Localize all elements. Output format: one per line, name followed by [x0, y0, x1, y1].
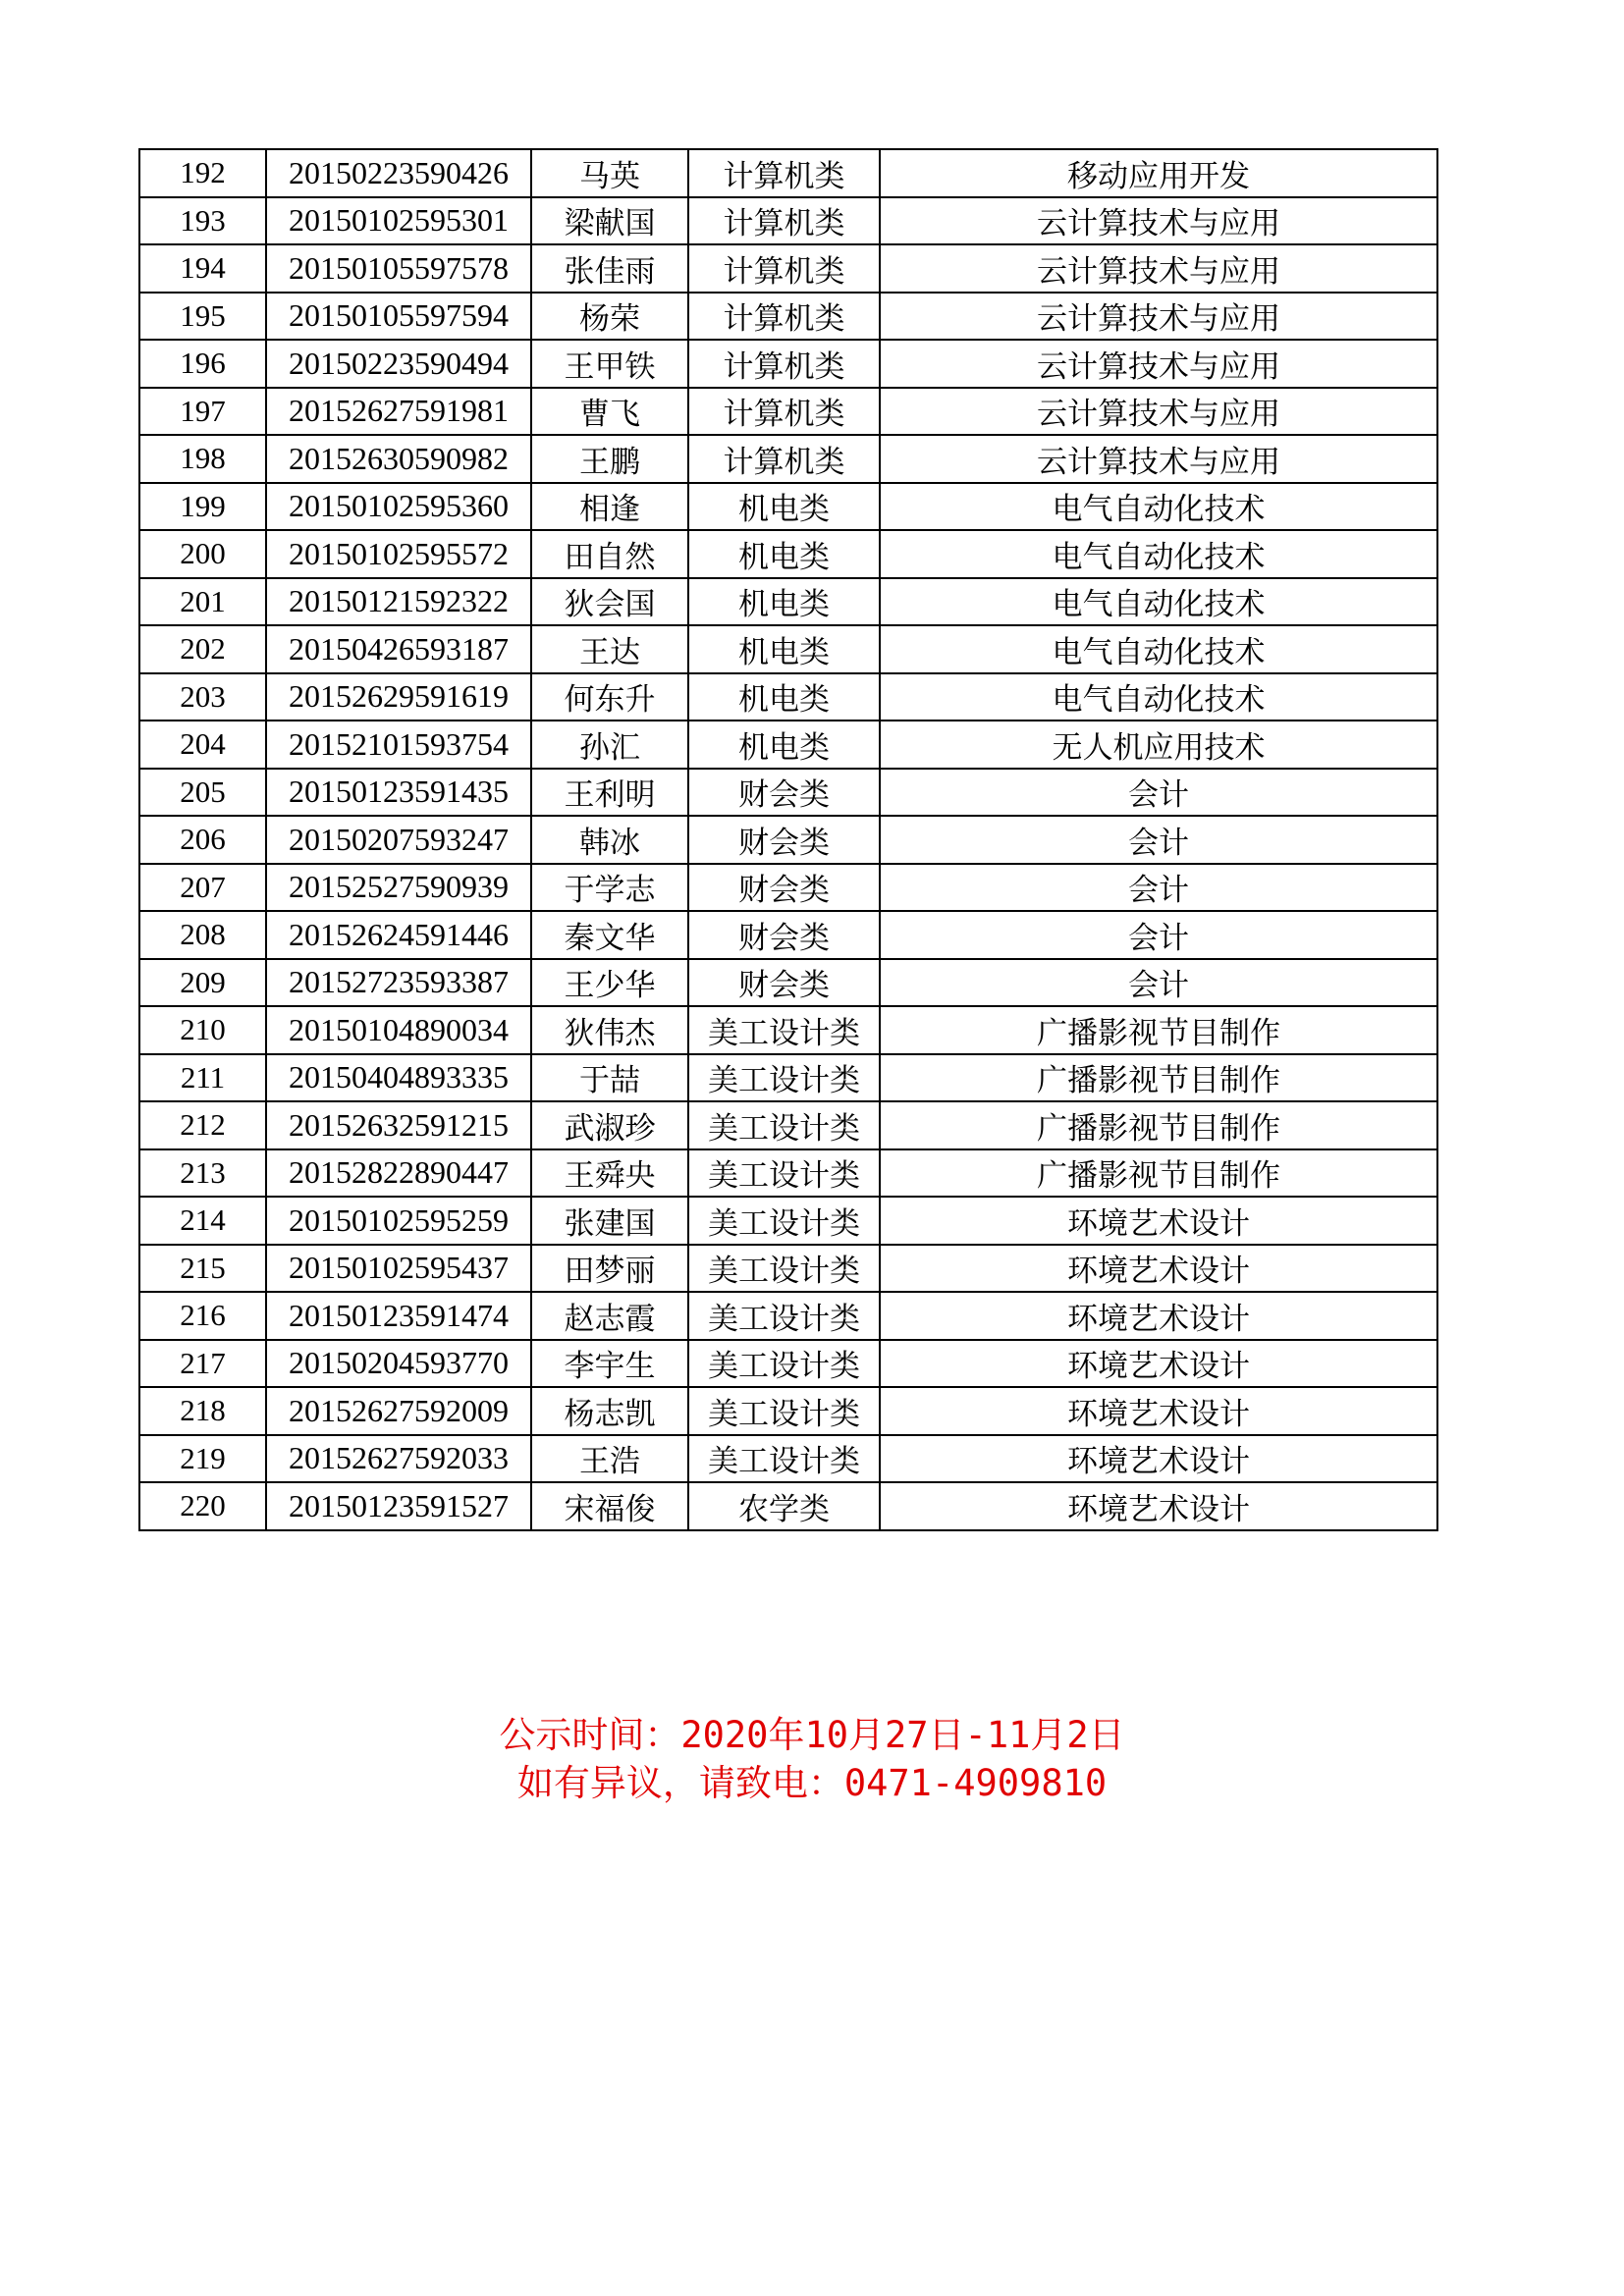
cell-major: 无人机应用技术: [880, 721, 1437, 769]
notice-publicity-period: 公示时间：2020年10月27日-11月2日: [499, 1714, 1125, 1756]
cell-major: 云计算技术与应用: [880, 244, 1437, 293]
cell-major: 电气自动化技术: [880, 483, 1437, 531]
cell-category: 机电类: [688, 578, 880, 626]
cell-category: 美工设计类: [688, 1054, 880, 1102]
cell-category: 美工设计类: [688, 1101, 880, 1149]
cell-category: 财会类: [688, 816, 880, 864]
cell-student-name: 张建国: [531, 1197, 688, 1245]
cell-category: 美工设计类: [688, 1006, 880, 1054]
cell-category: 机电类: [688, 625, 880, 673]
cell-student-name: 杨荣: [531, 293, 688, 341]
cell-student-name: 王甲铁: [531, 340, 688, 388]
cell-major: 电气自动化技术: [880, 530, 1437, 578]
cell-student-name: 王少华: [531, 959, 688, 1007]
cell-row-number: 198: [139, 435, 266, 483]
notice-objection-contact: 如有异议，请致电：0471-4909810: [516, 1762, 1108, 1804]
cell-category: 美工设计类: [688, 1435, 880, 1483]
table-row: [139, 293, 1437, 341]
cell-category: 美工设计类: [688, 1149, 880, 1198]
table-row: [139, 244, 1437, 293]
cell-category: 计算机类: [688, 197, 880, 245]
cell-student-name: 田自然: [531, 530, 688, 578]
cell-category: 机电类: [688, 721, 880, 769]
cell-row-number: 199: [139, 483, 266, 531]
cell-student-name: 王舜央: [531, 1149, 688, 1198]
cell-exam-id: 20150102595259: [266, 1197, 531, 1245]
table-row: [139, 911, 1437, 959]
cell-row-number: 197: [139, 388, 266, 436]
cell-student-name: 张佳雨: [531, 244, 688, 293]
cell-major: 云计算技术与应用: [880, 388, 1437, 436]
cell-major: 环境艺术设计: [880, 1482, 1437, 1530]
cell-row-number: 203: [139, 673, 266, 721]
cell-exam-id: 20152627591981: [266, 388, 531, 436]
cell-student-name: 曹飞: [531, 388, 688, 436]
cell-major: 广播影视节目制作: [880, 1101, 1437, 1149]
cell-exam-id: 20150223590494: [266, 340, 531, 388]
cell-major: 会计: [880, 864, 1437, 912]
cell-row-number: 209: [139, 959, 266, 1007]
table-row: [139, 1101, 1437, 1149]
cell-category: 农学类: [688, 1482, 880, 1530]
table-row: [139, 769, 1437, 817]
table-row: [139, 1054, 1437, 1102]
cell-major: 环境艺术设计: [880, 1435, 1437, 1483]
cell-major: 会计: [880, 769, 1437, 817]
cell-exam-id: 20150102595437: [266, 1245, 531, 1293]
cell-major: 广播影视节目制作: [880, 1149, 1437, 1198]
cell-student-name: 田梦丽: [531, 1245, 688, 1293]
cell-exam-id: 20152822890447: [266, 1149, 531, 1198]
cell-row-number: 207: [139, 864, 266, 912]
cell-category: 计算机类: [688, 388, 880, 436]
cell-row-number: 202: [139, 625, 266, 673]
cell-student-name: 武淑珍: [531, 1101, 688, 1149]
cell-student-name: 狄会国: [531, 578, 688, 626]
table-row: [139, 197, 1437, 245]
cell-row-number: 216: [139, 1292, 266, 1340]
table-row: [139, 1006, 1437, 1054]
cell-category: 计算机类: [688, 340, 880, 388]
cell-exam-id: 20150104890034: [266, 1006, 531, 1054]
cell-exam-id: 20152630590982: [266, 435, 531, 483]
cell-row-number: 194: [139, 244, 266, 293]
cell-student-name: 秦文华: [531, 911, 688, 959]
cell-exam-id: 20152627592033: [266, 1435, 531, 1483]
cell-row-number: 220: [139, 1482, 266, 1530]
cell-category: 计算机类: [688, 149, 880, 197]
cell-student-name: 王浩: [531, 1435, 688, 1483]
cell-major: 广播影视节目制作: [880, 1006, 1437, 1054]
table-row: [139, 340, 1437, 388]
cell-student-name: 宋福俊: [531, 1482, 688, 1530]
cell-exam-id: 20152527590939: [266, 864, 531, 912]
table-row: [139, 530, 1437, 578]
table-row: [139, 1292, 1437, 1340]
cell-exam-id: 20152723593387: [266, 959, 531, 1007]
cell-category: 机电类: [688, 673, 880, 721]
cell-category: 计算机类: [688, 435, 880, 483]
cell-category: 财会类: [688, 911, 880, 959]
table-row: [139, 959, 1437, 1007]
cell-row-number: 200: [139, 530, 266, 578]
cell-row-number: 213: [139, 1149, 266, 1198]
cell-category: 美工设计类: [688, 1387, 880, 1435]
cell-major: 电气自动化技术: [880, 673, 1437, 721]
cell-row-number: 218: [139, 1387, 266, 1435]
table-row: [139, 149, 1437, 197]
cell-exam-id: 20152632591215: [266, 1101, 531, 1149]
cell-row-number: 206: [139, 816, 266, 864]
cell-row-number: 195: [139, 293, 266, 341]
cell-major: 环境艺术设计: [880, 1292, 1437, 1340]
cell-exam-id: 20150123591527: [266, 1482, 531, 1530]
cell-major: 云计算技术与应用: [880, 435, 1437, 483]
cell-exam-id: 20150404893335: [266, 1054, 531, 1102]
table-row: [139, 1149, 1437, 1198]
table-row: [139, 578, 1437, 626]
cell-exam-id: 20150105597578: [266, 244, 531, 293]
cell-row-number: 196: [139, 340, 266, 388]
cell-student-name: 杨志凯: [531, 1387, 688, 1435]
cell-row-number: 204: [139, 721, 266, 769]
cell-category: 计算机类: [688, 244, 880, 293]
table-row: [139, 1197, 1437, 1245]
roster-table-body: [139, 149, 1437, 1530]
table-row: [139, 1245, 1437, 1293]
cell-exam-id: 20150207593247: [266, 816, 531, 864]
cell-student-name: 韩冰: [531, 816, 688, 864]
cell-row-number: 215: [139, 1245, 266, 1293]
cell-major: 云计算技术与应用: [880, 293, 1437, 341]
cell-major: 移动应用开发: [880, 149, 1437, 197]
cell-category: 财会类: [688, 864, 880, 912]
cell-exam-id: 20152624591446: [266, 911, 531, 959]
cell-category: 美工设计类: [688, 1340, 880, 1388]
cell-major: 环境艺术设计: [880, 1197, 1437, 1245]
cell-student-name: 王鹏: [531, 435, 688, 483]
cell-category: 机电类: [688, 530, 880, 578]
cell-major: 会计: [880, 911, 1437, 959]
cell-student-name: 孙汇: [531, 721, 688, 769]
cell-exam-id: 20150426593187: [266, 625, 531, 673]
table-row: [139, 1340, 1437, 1388]
cell-major: 会计: [880, 959, 1437, 1007]
cell-row-number: 214: [139, 1197, 266, 1245]
table-row: [139, 864, 1437, 912]
cell-major: 环境艺术设计: [880, 1245, 1437, 1293]
cell-major: 环境艺术设计: [880, 1387, 1437, 1435]
cell-category: 美工设计类: [688, 1292, 880, 1340]
cell-row-number: 211: [139, 1054, 266, 1102]
cell-row-number: 210: [139, 1006, 266, 1054]
cell-student-name: 相逢: [531, 483, 688, 531]
cell-major: 云计算技术与应用: [880, 197, 1437, 245]
cell-exam-id: 20150102595360: [266, 483, 531, 531]
cell-major: 广播影视节目制作: [880, 1054, 1437, 1102]
table-row: [139, 1482, 1437, 1530]
cell-exam-id: 20150123591435: [266, 769, 531, 817]
cell-exam-id: 20150223590426: [266, 149, 531, 197]
roster-table: [138, 148, 1438, 1531]
table-row: [139, 673, 1437, 721]
cell-major: 环境艺术设计: [880, 1340, 1437, 1388]
cell-category: 美工设计类: [688, 1245, 880, 1293]
cell-exam-id: 20150121592322: [266, 578, 531, 626]
cell-row-number: 219: [139, 1435, 266, 1483]
cell-category: 机电类: [688, 483, 880, 531]
cell-category: 计算机类: [688, 293, 880, 341]
cell-row-number: 217: [139, 1340, 266, 1388]
table-row: [139, 435, 1437, 483]
table-row: [139, 721, 1437, 769]
table-row: [139, 816, 1437, 864]
cell-student-name: 狄伟杰: [531, 1006, 688, 1054]
table-row: [139, 625, 1437, 673]
cell-major: 电气自动化技术: [880, 578, 1437, 626]
cell-row-number: 192: [139, 149, 266, 197]
cell-student-name: 何东升: [531, 673, 688, 721]
cell-exam-id: 20150102595572: [266, 530, 531, 578]
cell-exam-id: 20150204593770: [266, 1340, 531, 1388]
cell-exam-id: 20152101593754: [266, 721, 531, 769]
cell-category: 美工设计类: [688, 1197, 880, 1245]
cell-exam-id: 20152627592009: [266, 1387, 531, 1435]
cell-student-name: 马英: [531, 149, 688, 197]
cell-student-name: 梁献国: [531, 197, 688, 245]
cell-student-name: 王利明: [531, 769, 688, 817]
cell-row-number: 212: [139, 1101, 266, 1149]
cell-student-name: 李宇生: [531, 1340, 688, 1388]
cell-student-name: 赵志霞: [531, 1292, 688, 1340]
cell-student-name: 于喆: [531, 1054, 688, 1102]
cell-category: 财会类: [688, 959, 880, 1007]
cell-student-name: 王达: [531, 625, 688, 673]
cell-major: 电气自动化技术: [880, 625, 1437, 673]
cell-exam-id: 20150105597594: [266, 293, 531, 341]
cell-major: 云计算技术与应用: [880, 340, 1437, 388]
cell-major: 会计: [880, 816, 1437, 864]
cell-row-number: 193: [139, 197, 266, 245]
cell-row-number: 208: [139, 911, 266, 959]
cell-exam-id: 20152629591619: [266, 673, 531, 721]
cell-exam-id: 20150123591474: [266, 1292, 531, 1340]
table-row: [139, 388, 1437, 436]
cell-category: 财会类: [688, 769, 880, 817]
table-row: [139, 1435, 1437, 1483]
table-row: [139, 483, 1437, 531]
cell-exam-id: 20150102595301: [266, 197, 531, 245]
cell-row-number: 201: [139, 578, 266, 626]
table-row: [139, 1387, 1437, 1435]
cell-student-name: 于学志: [531, 864, 688, 912]
cell-row-number: 205: [139, 769, 266, 817]
